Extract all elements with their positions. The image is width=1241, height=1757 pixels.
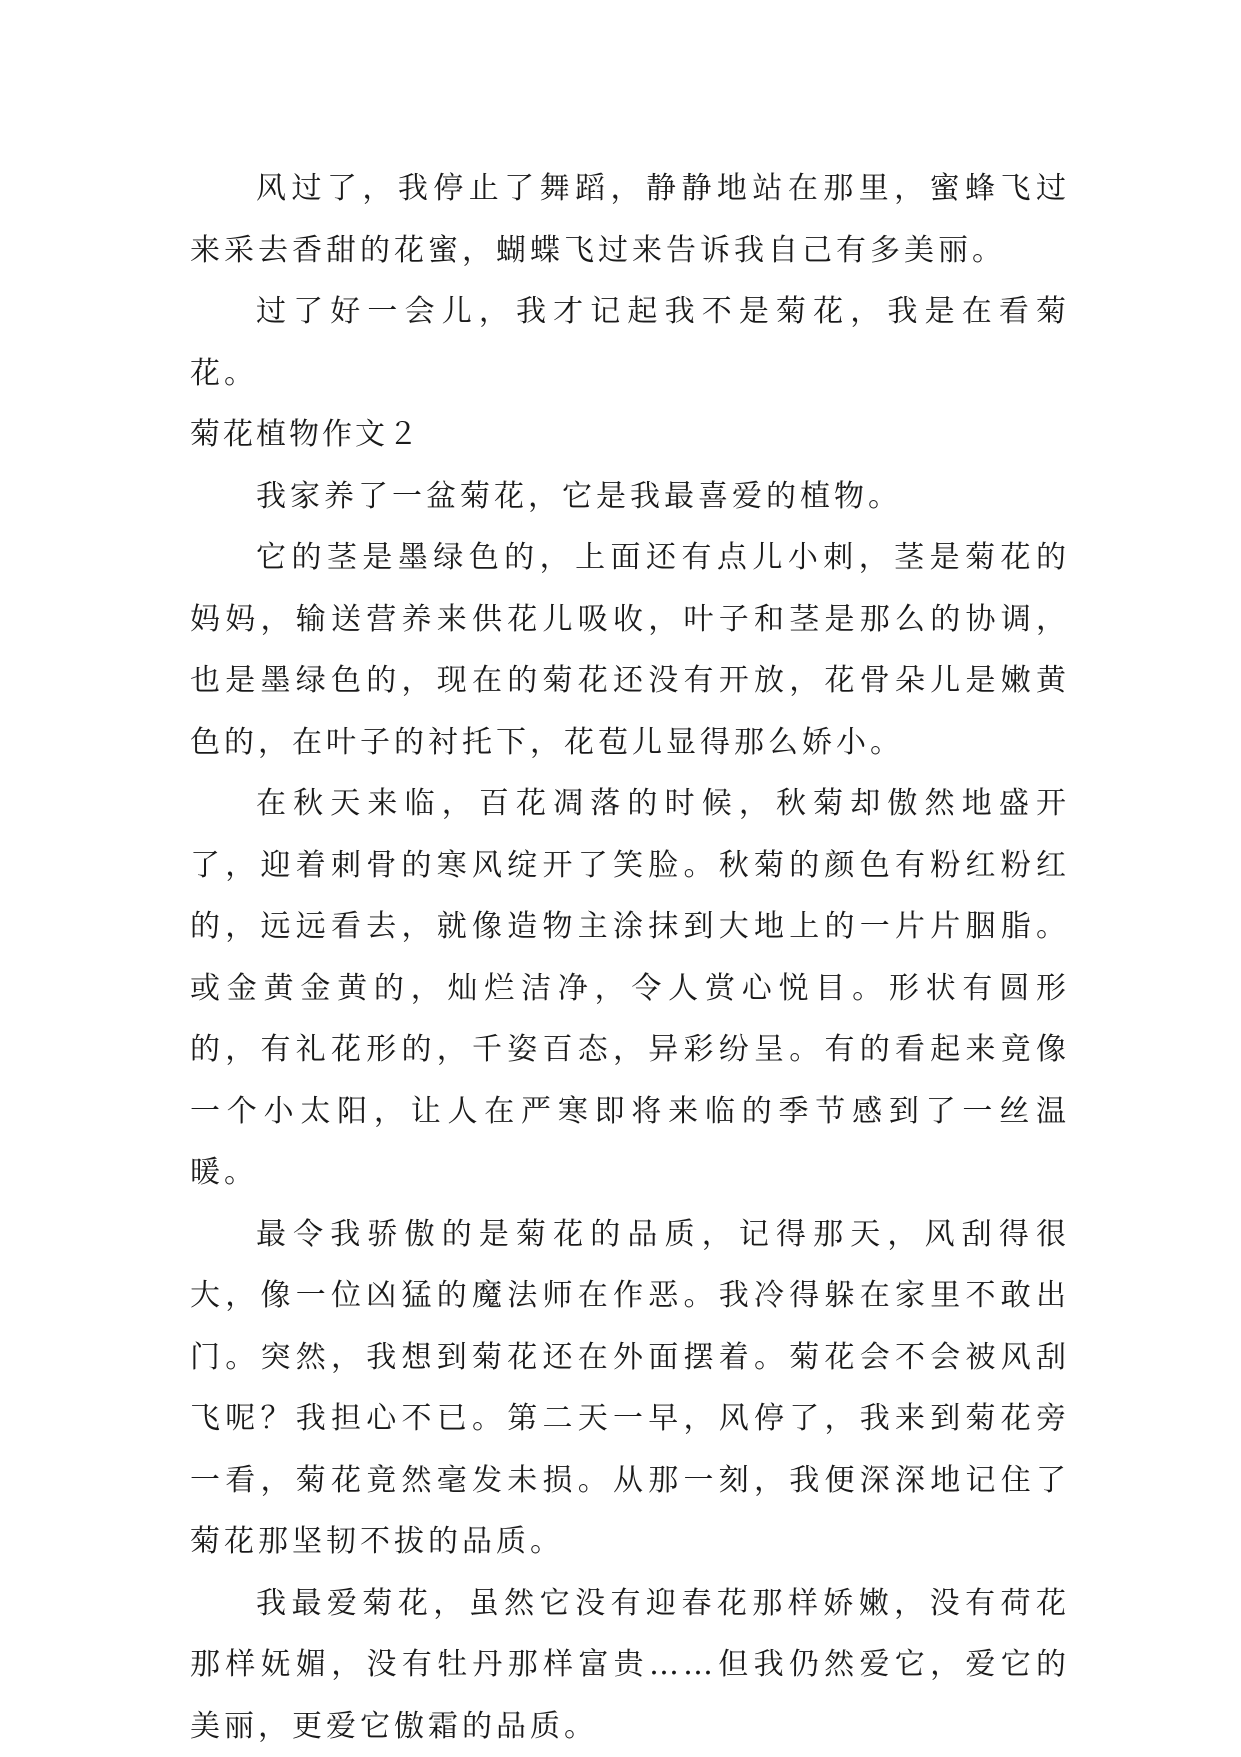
section-heading: 菊花植物作文２: [190, 404, 1070, 466]
paragraph: 我家养了一盆菊花，它是我最喜爱的植物。: [190, 466, 1070, 528]
paragraph: 最令我骄傲的是菊花的品质，记得那天，风刮得很大，像一位凶猛的魔法师在作恶。我冷得躲在家里不敢出门。突然，我想到菊花还在外面摆着。菊花会不会被风刮飞呢？我担心不已。第二天一早，风停了，我来到菊花旁一看，菊花竟然毫发未损。从那一刻，我便深深地记住了菊花那坚韧不拔的品质。: [190, 1204, 1070, 1573]
paragraph: 我最爱菊花，虽然它没有迎春花那样娇嫩，没有荷花那样妩媚，没有牡丹那样富贵……但我仍然爱它，爱它的美丽，更爱它傲霜的品质。: [190, 1573, 1070, 1757]
paragraph: 风过了，我停止了舞蹈，静静地站在那里，蜜蜂飞过来采去香甜的花蜜，蝴蝶飞过来告诉我自己有多美丽。: [190, 158, 1070, 281]
paragraph: 过了好一会儿，我才记起我不是菊花，我是在看菊花。: [190, 281, 1070, 404]
paragraph: 它的茎是墨绿色的，上面还有点儿小刺，茎是菊花的妈妈，输送营养来供花儿吸收，叶子和茎是那么的协调，也是墨绿色的，现在的菊花还没有开放，花骨朵儿是嫩黄色的，在叶子的衬托下，花苞儿显得那么娇小。: [190, 527, 1070, 773]
document-page: [190, 158, 1070, 1757]
paragraph: 在秋天来临，百花凋落的时候，秋菊却傲然地盛开了，迎着刺骨的寒风绽开了笑脸。秋菊的颜色有粉红粉红的，远远看去，就像造物主涂抹到大地上的一片片胭脂。或金黄金黄的，灿烂洁净，令人赏心悦目。形状有圆形的，有礼花形的，千姿百态，异彩纷呈。有的看起来竟像一个小太阳，让人在严寒即将来临的季节感到了一丝温暖。: [190, 773, 1070, 1204]
